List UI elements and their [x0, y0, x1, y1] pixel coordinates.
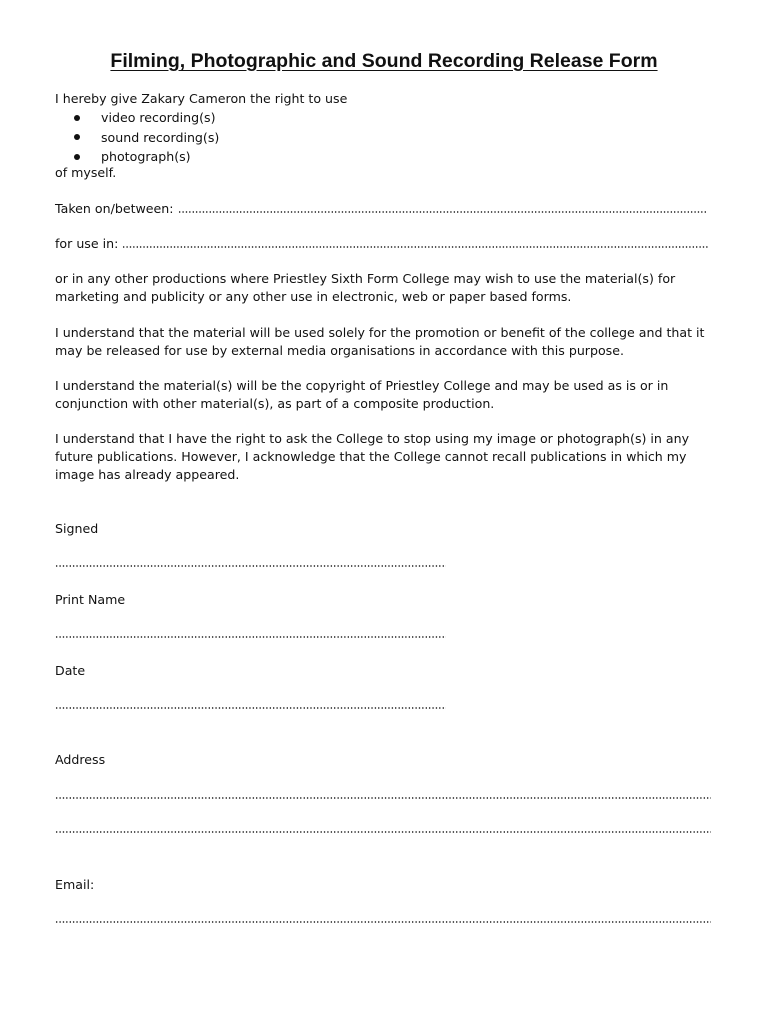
taken-on-label: Taken on/between: — [55, 201, 174, 216]
paragraph-line: I understand that the material will be used solely for the promotion or benefit of the college and that it — [55, 325, 705, 340]
email-label: Email: — [55, 877, 95, 892]
paragraph-usage — [55, 270, 725, 306]
bullet-icon — [74, 154, 80, 160]
use-in-label: for use in: — [55, 236, 119, 251]
list-item-label: sound recording(s) — [101, 129, 220, 145]
signed-label: Signed — [55, 521, 99, 536]
list-item — [74, 108, 219, 128]
intro-text: I hereby give Zakary Cameron the right to use — [55, 91, 348, 106]
list-item-label: photograph(s) — [101, 149, 191, 164]
bullet-icon — [74, 115, 80, 121]
paragraph-line: may be released for use by external media organisations in accordance with this purpose. — [55, 343, 624, 358]
of-myself-text: of myself. — [55, 165, 117, 180]
paragraph-line: image has already appeared. — [55, 467, 240, 482]
paragraph-rights — [55, 430, 725, 484]
use-in-dotted-line[interactable] — [122, 246, 708, 248]
taken-on-field[interactable] — [55, 200, 706, 218]
paragraph-line: future publications. However, I acknowledge that the College cannot recall publications in which my — [55, 449, 687, 464]
signature-dotted-line[interactable] — [55, 565, 446, 567]
list-item-label: video recording(s) — [101, 110, 216, 125]
address-dotted-line-1[interactable] — [55, 797, 711, 799]
paragraph-line: I understand that I have the right to ask the College to stop using my image or photograph(s) in any — [55, 431, 690, 446]
paragraph-line: I understand the material(s) will be the copyright of Priestley College and may be used as is or in — [55, 378, 669, 393]
paragraph-line: or in any other productions where Priestley Sixth Form College may wish to use the material(s) for — [55, 271, 676, 286]
paragraph-line: conjunction with other material(s), as part of a composite production. — [55, 396, 495, 411]
date-dotted-line[interactable] — [55, 707, 446, 709]
date-label: Date — [55, 663, 86, 678]
address-label: Address — [55, 752, 106, 767]
media-type-list — [74, 108, 219, 167]
paragraph-line: marketing and publicity or any other use in electronic, web or paper based forms. — [55, 289, 572, 304]
taken-on-dotted-line[interactable] — [178, 211, 706, 213]
form-title: Filming, Photographic and Sound Recording Release Form — [110, 50, 658, 72]
bullet-icon — [74, 134, 80, 140]
paragraph-copyright — [55, 377, 725, 413]
print-name-dotted-line[interactable] — [55, 636, 446, 638]
list-item — [74, 128, 219, 148]
use-in-field[interactable] — [55, 235, 708, 253]
print-name-label: Print Name — [55, 592, 126, 607]
paragraph-promotion — [55, 324, 725, 360]
email-dotted-line[interactable] — [55, 921, 711, 923]
address-dotted-line-2[interactable] — [55, 831, 711, 833]
